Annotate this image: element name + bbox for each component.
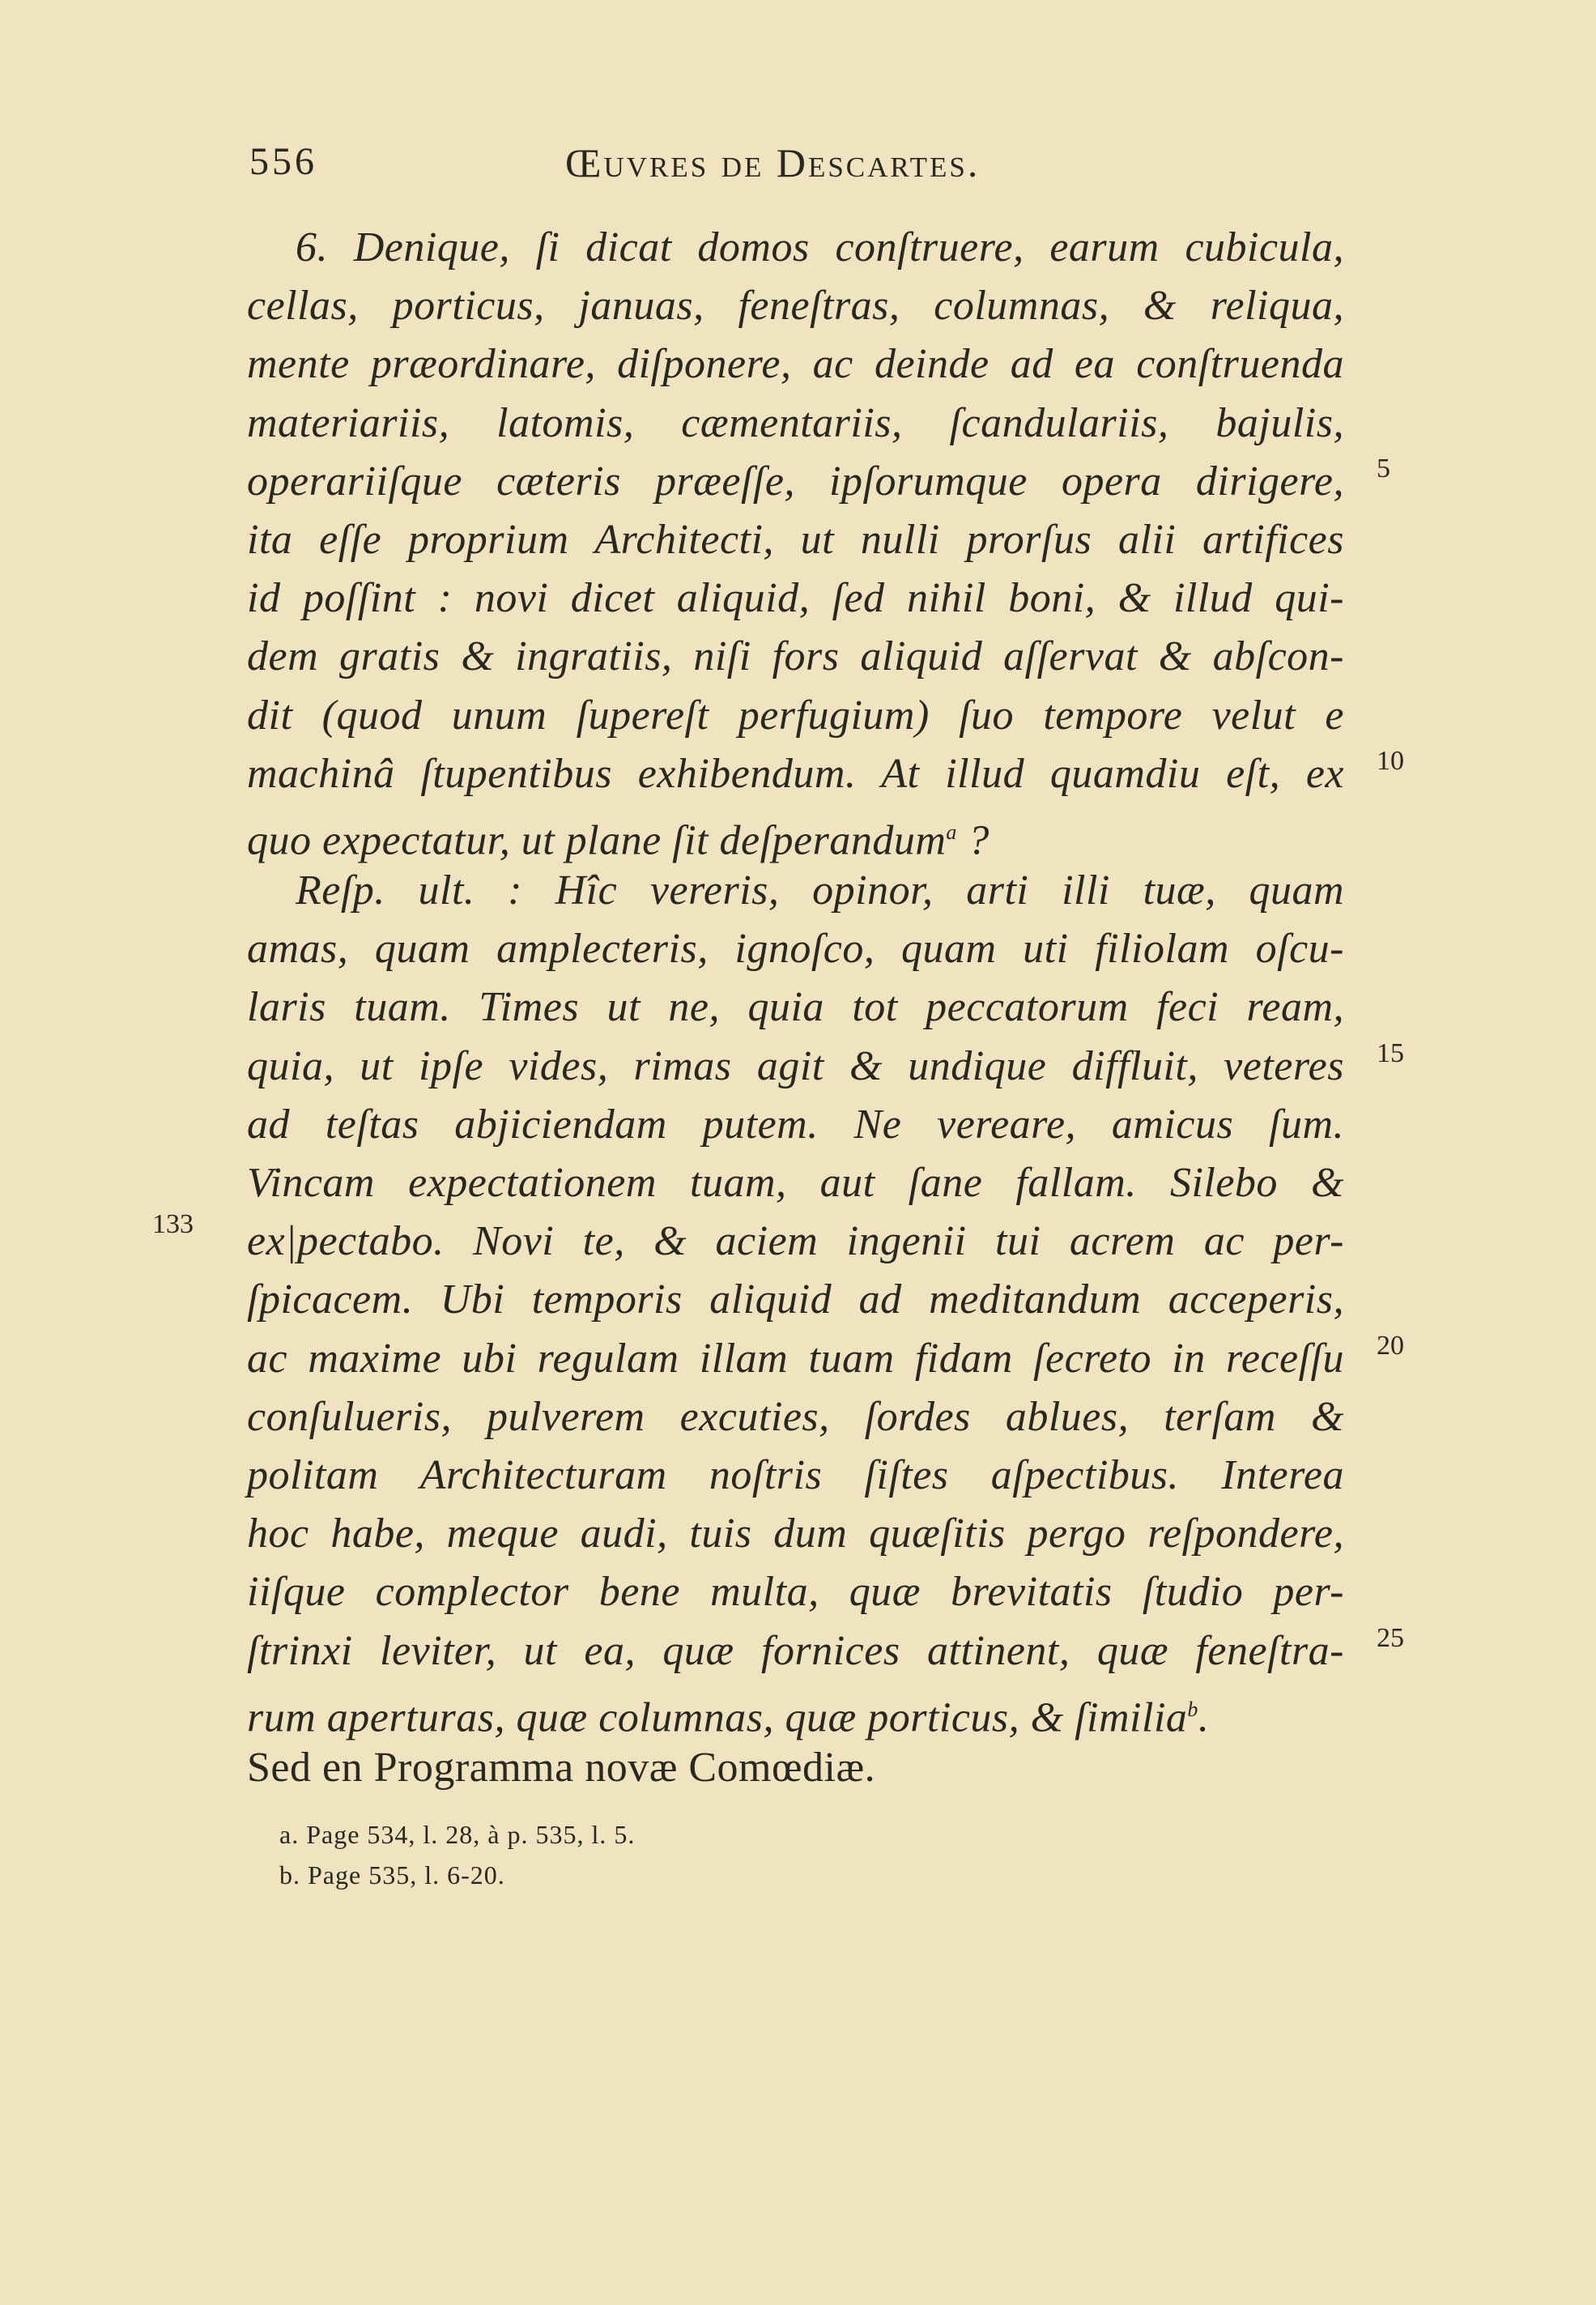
text-line: mente præordinare, diſponere, ac deinde ad ea conſtruenda (247, 341, 1344, 388)
text-line: id poſſint : novi dicet aliquid, ſed nihil boni, & illud qui- (247, 575, 1344, 622)
text-line: politam Architecturam noſtris ſiſtes aſpectibus. Interea (247, 1451, 1344, 1498)
text-line: Vincam expectationem tuam, aut ſane fallam. Silebo & (247, 1160, 1344, 1206)
text-line: quo expectatur, ut plane ſit deſperandum (247, 817, 947, 864)
footnote-a: a. Page 534, l. 28, à p. 535, l. 5. (279, 1820, 636, 1849)
text-line: hoc habe, meque audi, tuis dum quæſitis pergo reſpondere, (247, 1510, 1344, 1557)
text-line-final: Sed en Programma novæ Comœdiæ. (247, 1744, 876, 1791)
text-line: 6. Denique, ſi dicat domos conſtruere, earum cubicula, (296, 224, 1344, 271)
text-line-with-note-a (247, 803, 1344, 862)
footnote-ref-b: b (1187, 1697, 1198, 1721)
period: . (1198, 1694, 1210, 1741)
line-number: 20 (1377, 1331, 1404, 1361)
margin-page-reference: 133 (152, 1209, 194, 1239)
line-number: 15 (1377, 1038, 1404, 1068)
footnote-ref-a: a (946, 820, 957, 844)
text-line: ex|pectabo. Novi te, & aciem ingenii tui acrem ac per- (247, 1218, 1344, 1265)
running-title: Œuvres de Descartes. (565, 140, 981, 185)
text-line: operariiſque cæteris præeſſe, ipſorumque opera dirigere, (247, 458, 1344, 505)
text-line: ſpicacem. Ubi temporis aliquid ad meditandum acceperis, (247, 1276, 1344, 1323)
text-line: rum aperturas, quæ columnas, quæ porticus, & ſimilia (247, 1694, 1188, 1741)
text-line: quia, ut ipſe vides, rimas agit & undique diffluit, veteres (247, 1042, 1344, 1089)
text-line-with-note-b (247, 1681, 1344, 1739)
text-line: Reſp. ult. : Hîc vereris, opinor, arti illi tuæ, quam (296, 867, 1344, 914)
text-line: iiſque complector bene multa, quæ brevitatis ſtudio per- (247, 1569, 1344, 1616)
line-number: 5 (1377, 454, 1390, 484)
text-line: ad teſtas abjiciendam putem. Ne vereare, amicus ſum. (247, 1101, 1344, 1148)
text-line: conſulueris, pulverem excuties, ſordes ablues, terſam & (247, 1393, 1344, 1440)
main-text (247, 219, 1344, 1797)
page-header (249, 130, 1375, 194)
text-line: dit (quod unum ſupereſt perfugium) ſuo tempore velut e (247, 692, 1344, 739)
text-line: ſtrinxi leviter, ut ea, quæ fornices attinent, quæ feneſtra- (247, 1627, 1344, 1674)
footnote-b: b. Page 535, l. 6-20. (279, 1860, 505, 1890)
footnotes (279, 1814, 1089, 1895)
text-line: amas, quam amplecteris, ignoſco, quam uti filiolam oſcu- (247, 926, 1344, 973)
question-mark: ? (956, 817, 990, 864)
text-line: laris tuam. Times ut ne, quia tot peccatorum feci ream, (247, 984, 1344, 1031)
line-number: 10 (1377, 746, 1404, 776)
text-line: machinâ ſtupentibus exhibendum. At illud quamdiu eſt, ex (247, 750, 1344, 797)
text-line: dem gratis & ingratiis, niſi fors aliquid aſſervat & abſcon- (247, 633, 1344, 680)
line-number: 25 (1377, 1623, 1404, 1653)
page-number: 556 (249, 140, 317, 183)
text-line: materiariis, latomis, cæmentariis, ſcandulariis, bajulis, (247, 399, 1344, 446)
text-line: ita eſſe proprium Architecti, ut nulli prorſus alii artifices (247, 516, 1344, 563)
text-line: ac maxime ubi regulam illam tuam fidam ſecreto in receſſu (247, 1335, 1344, 1382)
text-line: cellas, porticus, januas, feneſtras, columnas, & reliqua, (247, 283, 1344, 330)
